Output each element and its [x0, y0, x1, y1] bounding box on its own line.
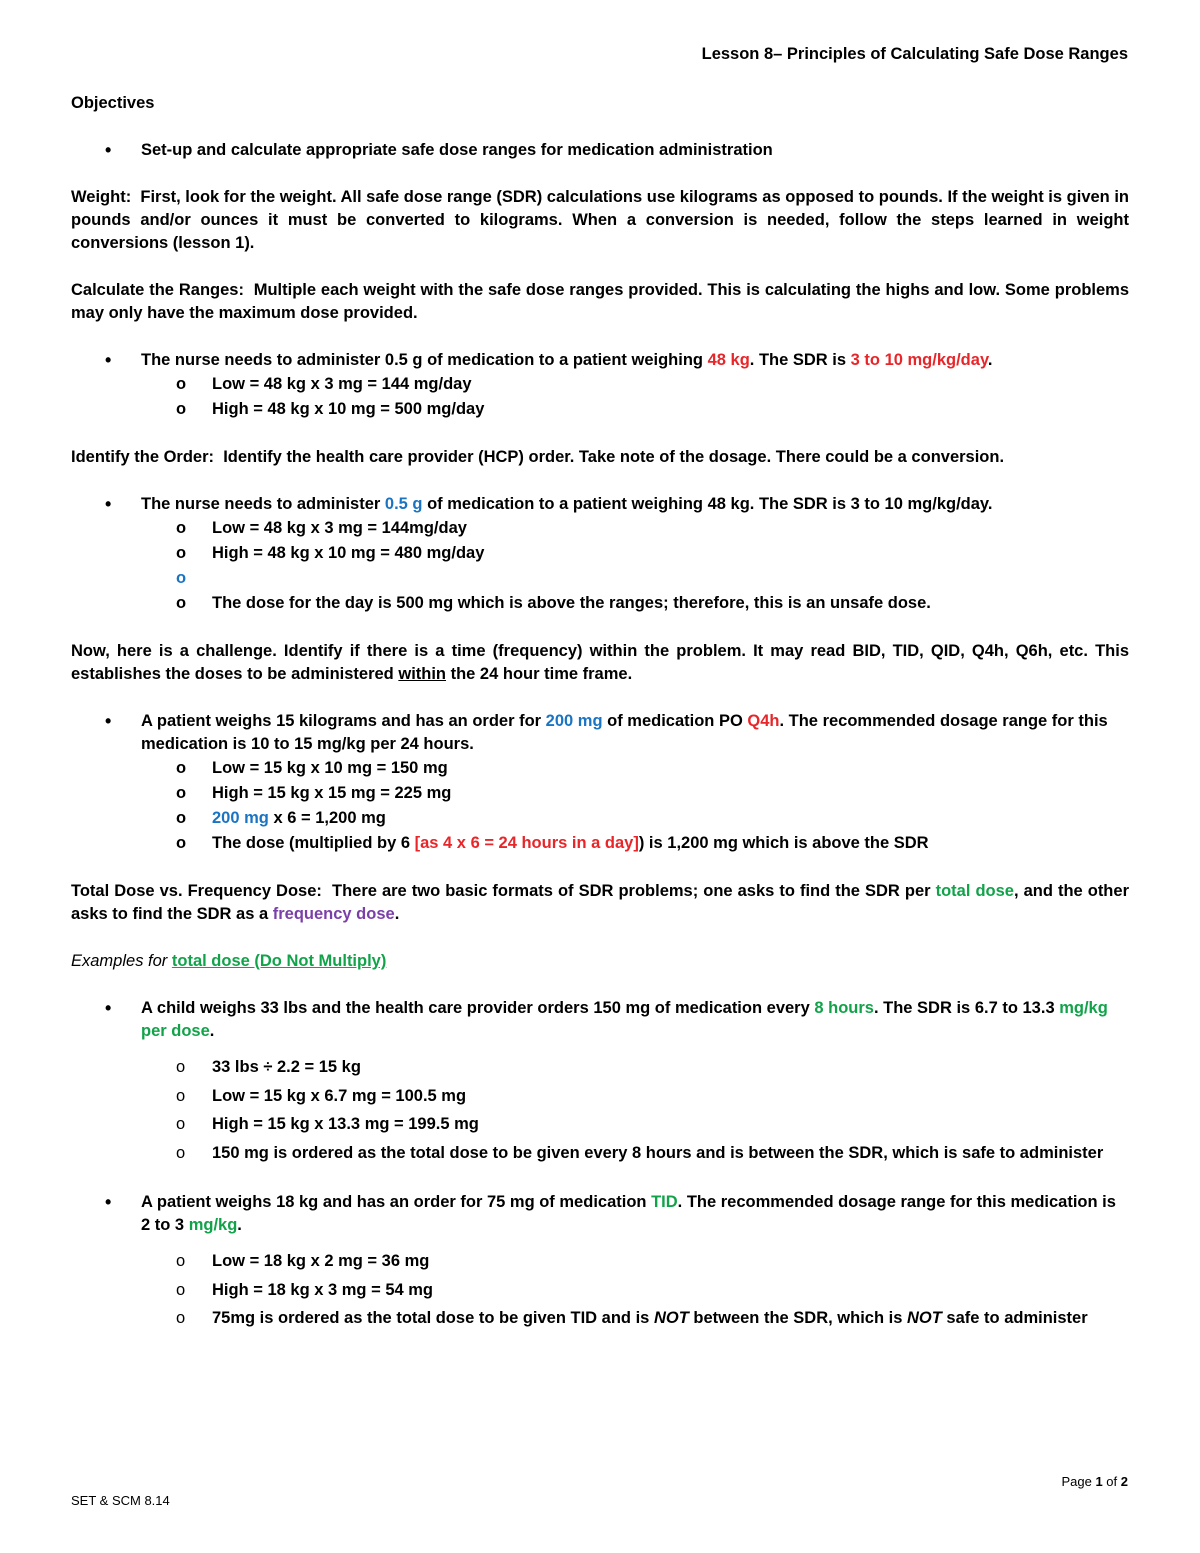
example1-step: o High = 15 kg x 13.3 mg = 199.5 mg — [176, 1115, 479, 1133]
page-header-title: Lesson 8– Principles of Calculating Safe Dose Ranges — [701, 45, 1128, 63]
order-conclusion: o The dose for the day is 500 mg which is above the ranges; therefore, this is an unsafe dose. — [176, 594, 931, 612]
bullet-icon: • — [105, 140, 112, 160]
order-low: o Low = 48 kg x 3 mg = 144mg/day — [176, 519, 467, 537]
order-paragraph: Identify the Order: Identify the health care provider (HCP) order. Take note of the dosage. There could be a conversion. — [71, 448, 1005, 466]
example2-conclusion: o 75mg is ordered as the total dose to be given TID and is NOT between the SDR, which is NOT safe to administer — [176, 1309, 1088, 1327]
challenge-paragraph: Now, here is a challenge. Identify if there is a time (frequency) within the problem. It may read BID, TID, QID, Q4h, Q6h, etc. This establishes the doses to be administered within the 24 hour time frame. — [71, 642, 1129, 683]
order-high: o High = 48 kg x 10 mg = 480 mg/day — [176, 544, 485, 562]
example1-step: o Low = 15 kg x 6.7 mg = 100.5 mg — [176, 1086, 467, 1105]
page-number: Page 1 of 2 — [1061, 1474, 1128, 1489]
bullet-icon: • — [105, 350, 112, 370]
example2-low: o Low = 18 kg x 2 mg = 36 mg — [176, 1252, 430, 1270]
challenge-high: o High = 15 kg x 15 mg = 225 mg — [176, 784, 452, 802]
examples-heading: Examples for total dose (Do Not Multiply) — [71, 952, 387, 970]
example1-step: o 33 lbs ÷ 2.2 = 15 kg — [176, 1058, 361, 1076]
order-empty-item: o — [176, 569, 187, 587]
bullet-icon: • — [105, 711, 112, 731]
challenge-multiply: o 200 mg x 6 = 1,200 mg — [176, 809, 386, 827]
example2: • A patient weighs 18 kg and has an order for 75 mg of medication TID. The recommended dosage range for this medication is 2 to 3 mg/kg. — [105, 1192, 1116, 1234]
weight-paragraph: Weight: First, look for the weight. All safe dose range (SDR) calculations use kilograms as opposed to pounds. If the weight is given in pounds and/or ounces it must be converted to kilograms. When a conversion is needed, follow the steps learned in weight conversions (lesson 1). — [71, 188, 1129, 252]
ranges-paragraph: Calculate the Ranges: Multiple each weight with the safe dose ranges provided. This is calculating the highs and low. Some problems may only have the maximum dose provided. — [71, 281, 1130, 322]
example1: • A child weighs 33 lbs and the health care provider orders 150 mg of medication every 8 hours. The SDR is 6.7 to 13.3 mg/kg per dose. — [105, 998, 1108, 1040]
footer-label: SET & SCM 8.14 — [71, 1493, 170, 1508]
ranges-high: o High = 48 kg x 10 mg = 500 mg/day — [176, 400, 485, 418]
bullet-icon: • — [105, 494, 112, 514]
document-body — [71, 90, 1129, 1333]
challenge-dose: o The dose (multiplied by 6 [as 4 x 6 = 24 hours in a day]) is 1,200 mg which is above the SDR — [176, 834, 929, 852]
objective-item: • Set-up and calculate appropriate safe dose ranges for medication administration — [105, 140, 773, 160]
objectives-heading: Objectives — [71, 94, 155, 112]
bullet-icon: • — [105, 1192, 112, 1212]
example2-high: o High = 18 kg x 3 mg = 54 mg — [176, 1280, 434, 1299]
bullet-icon: • — [105, 998, 112, 1018]
challenge-low: o Low = 15 kg x 10 mg = 150 mg — [176, 759, 448, 777]
order-example: • The nurse needs to administer 0.5 g of medication to a patient weighing 48 kg. The SDR is 3 to 10 mg/kg/day. — [105, 494, 993, 514]
total-vs-frequency-paragraph: Total Dose vs. Frequency Dose: There are two basic formats of SDR problems; one asks to find the SDR per total dose, and the other asks to find the SDR as a frequency dose. — [71, 882, 1129, 923]
ranges-example: • The nurse needs to administer 0.5 g of medication to a patient weighing 48 kg. The SDR is 3 to 10 mg/kg/day. — [105, 350, 993, 370]
example1-step: o 150 mg is ordered as the total dose to be given every 8 hours and is between the SDR, which is safe to administer — [176, 1143, 1104, 1162]
ranges-low: o Low = 48 kg x 3 mg = 144 mg/day — [176, 375, 472, 393]
challenge-example: • A patient weighs 15 kilograms and has an order for 200 mg of medication PO Q4h. The recommended dosage range for this medication is 10 to 15 mg/kg per 24 hours. — [105, 711, 1108, 753]
